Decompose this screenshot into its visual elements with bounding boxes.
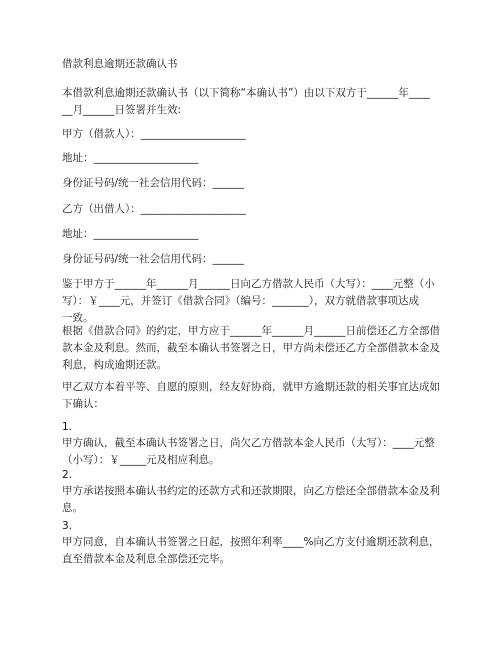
contract-paragraph: 根据《借款合同》的约定，甲方应于______年______月______日前偿还乙方全部借 款本金及利息。然而，截至本确认书签署之日，甲方尚未偿还乙方全部借款本金及 利息，构成逾期还款。	[62, 325, 440, 371]
party-b-address-line: 地址：____________________	[62, 228, 199, 240]
party-a-address-line: 地址：____________________	[62, 152, 199, 164]
clause-text: 甲方承诺按照本确认书约定的还款方式和还款期限，向乙方偿还全部借款本金及利 息。	[62, 485, 440, 514]
intro-paragraph: 本借款利息逾期还款确认书（以下简称“本确认书”）由以下双方于______年____ __月______日签署并生效:	[62, 87, 430, 116]
party-a-id-line: 身份证号码/统一社会信用代码：______	[62, 177, 245, 189]
clause-text: 甲方确认，截至本确认书签署之日，尚欠乙方借款本金人民币（大写）：____元整 （小写）：￥_____元及相应利息。	[62, 437, 435, 466]
clause-number: 1.	[62, 421, 73, 433]
party-a-line: 甲方（借款人）：____________________	[62, 128, 246, 140]
clause-number: 2.	[62, 469, 73, 481]
party-b-line: 乙方（出借人）：____________________	[62, 203, 246, 215]
clause-number: 3.	[62, 520, 73, 532]
clause-text: 甲方同意，自本确认书签署之日起，按照年利率____%向乙方支付逾期还款利息， 直至借款本金及利息全部偿还完毕。	[62, 536, 440, 565]
agreement-paragraph: 甲乙双方本着平等、自愿的原则，经友好协商，就甲方逾期还款的相关事宜达成如 下确认：	[62, 381, 440, 410]
whereas-paragraph: 鉴于甲方于______年______月______日向乙方借款人民币（大写）：____元整（小 写）：￥____元，并签订《借款合同》（编号：_______），双方就借款事项达成 一致。	[62, 278, 435, 324]
document-title: 借款利息逾期还款确认书	[62, 58, 178, 70]
party-b-id-line: 身份证号码/统一社会信用代码：______	[62, 253, 245, 265]
